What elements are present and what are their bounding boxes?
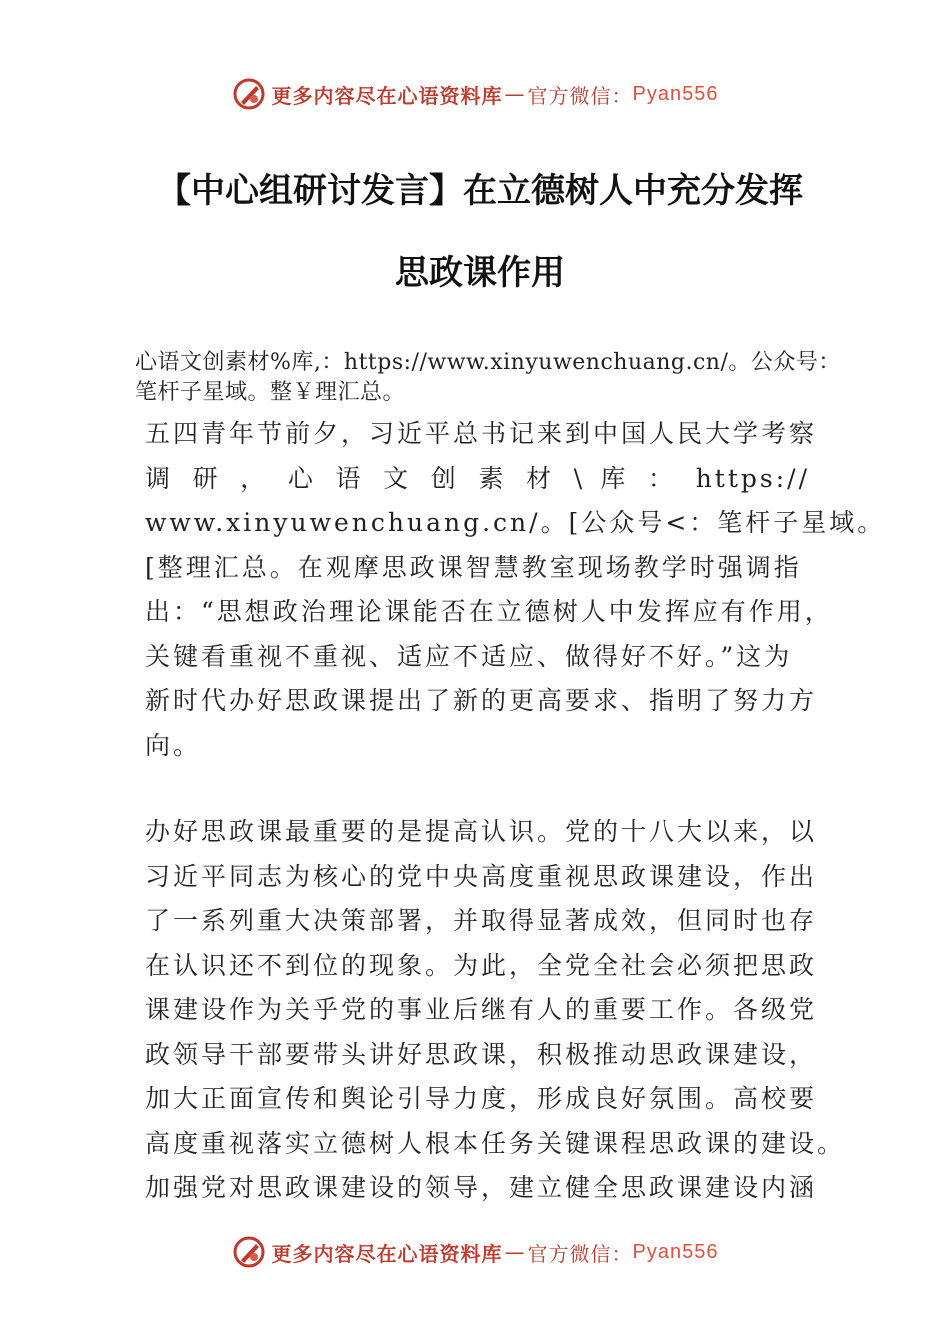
paragraph-line: 新时代办好思政课提出了新的更高要求、指明了努力方: [145, 686, 818, 715]
paragraph-line: 了一系列重大决策部署，并取得显著成效，但同时也存: [145, 906, 818, 935]
paragraph-line: 政领导干部要带头讲好思政课，积极推动思政课建设，: [145, 1039, 818, 1069]
document-title: [100, 150, 860, 314]
title-line-2: 思政课作用: [395, 253, 565, 293]
paragraph-line: 加大正面宣传和舆论引导力度，形成良好氛围。高校要: [145, 1084, 818, 1113]
source-note: 心语文创素材%库,：https://www.xinyuwenchuang.cn/。公众号：笔杆子星域。整￥理汇总。: [135, 350, 841, 405]
brush-logo-icon: [232, 77, 266, 111]
banner-separator: —: [504, 82, 526, 106]
header-banner: [0, 74, 950, 114]
banner-brand: 更多内容尽在心语资料库: [271, 1241, 503, 1266]
banner-brand: 更多内容尽在心语资料库: [271, 83, 503, 108]
banner-wechat-label: 官方微信：: [527, 1241, 633, 1266]
paragraph-line: 在认识还不到位的现象。为此，全党全社会必须把思政: [145, 950, 818, 980]
banner-wechat-id: Pyan556: [632, 82, 719, 105]
paragraph-2: [145, 810, 846, 1211]
banner-wechat-label: 官方微信：: [527, 83, 633, 108]
paragraph-line: [整理汇总。在观摩思政课智慧教室现场教学时强调指: [145, 552, 802, 582]
paragraph-line: 高度重视落实立德树人根本任务关键课程思政课的建设。: [145, 1128, 846, 1158]
paragraph-line: 关键看重视不重视、适应不适应、做得好不好。”这为: [145, 641, 793, 671]
paragraph-1: [145, 412, 886, 768]
paragraph-line: 课建设作为关乎党的事业后继有人的重要工作。各级党: [145, 995, 818, 1024]
paragraph-line: 办好思政课最重要的是提高认识。党的十八大以来，以: [145, 817, 818, 846]
paragraph-line: 向。: [145, 730, 202, 760]
paragraph-line: 出：“思想政治理论课能否在立德树人中发挥应有作用，: [145, 597, 833, 626]
banner-wechat-id: Pyan556: [632, 1240, 719, 1263]
paragraph-line: 习近平同志为核心的党中央高度重视思政课建设，作出: [145, 861, 818, 891]
footer-banner: [0, 1232, 950, 1272]
paragraph-line: www.xinyuwenchuang.cn/。[公众号<：笔杆子星域。: [145, 508, 886, 537]
paragraph-line: 五四青年节前夕，习近平总书记来到中国人民大学考察: [145, 419, 818, 448]
brush-logo-icon: [232, 1235, 266, 1269]
banner-separator: —: [504, 1240, 526, 1264]
paragraph-line: 调 研 ， 心 语 文 创 素 材 \ 库 ： https://: [145, 463, 810, 493]
paragraph-line: 加强党对思政课建设的领导，建立健全思政课建设内涵: [145, 1173, 818, 1202]
title-line-1: 【中心组研讨发言】在立德树人中充分发挥: [157, 171, 803, 211]
